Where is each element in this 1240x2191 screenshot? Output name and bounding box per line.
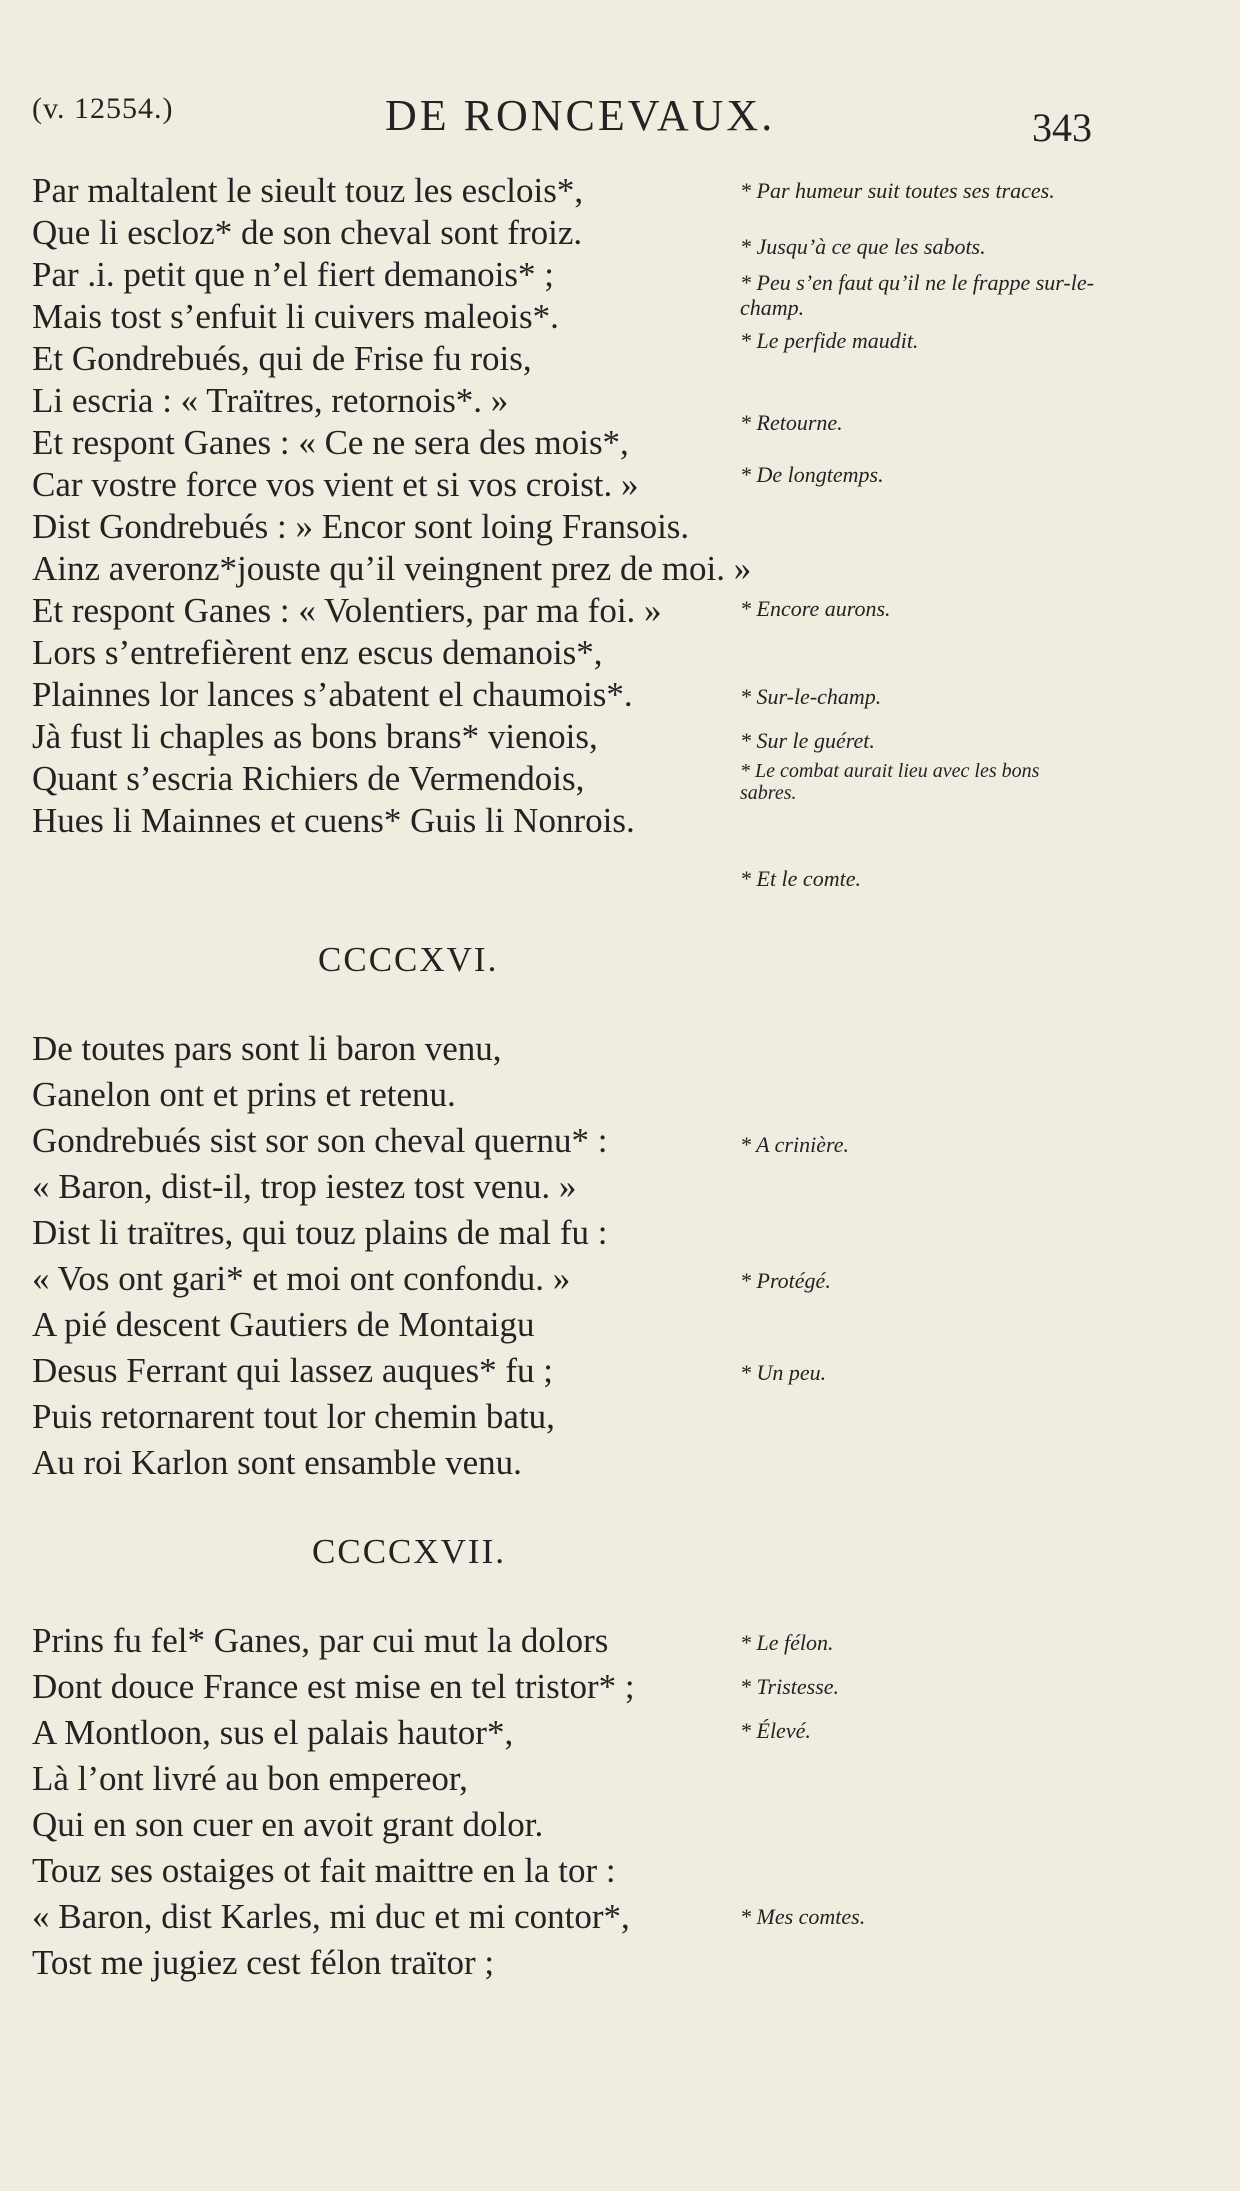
verse-line: Par maltalent le sieult touz les esclois*,: [32, 171, 584, 210]
verse-line: Li escria : « Traïtres, retornois*. »: [32, 381, 509, 420]
margin-note: * Encore aurons.: [740, 596, 891, 621]
margin-note: * Le félon.: [740, 1630, 834, 1655]
verse-line: A pié descent Gautiers de Montaigu: [32, 1305, 535, 1344]
verse-line: Mais tost s’enfuit li cuivers maleois*.: [32, 297, 559, 336]
verse-line: De toutes pars sont li baron venu,: [32, 1029, 502, 1068]
margin-note: * A crinière.: [740, 1132, 849, 1157]
margin-note: * Sur-le-champ.: [740, 684, 882, 709]
section-heading: CCCCXVI.: [318, 940, 499, 979]
verse-line: Par .i. petit que n’el fiert demanois* ;: [32, 255, 554, 294]
section-heading: CCCCXVII.: [312, 1532, 506, 1571]
verse-line: Que li escloz* de son cheval sont froiz.: [32, 213, 583, 252]
verse-line: Car vostre force vos vient et si vos croist. »: [32, 465, 639, 504]
verse-line: Lors s’entrefièrent enz escus demanois*,: [32, 633, 603, 672]
margin-note: * Le combat aurait lieu avec les bons sabres.: [740, 760, 1040, 804]
margin-note: * Par humeur suit toutes ses traces.: [740, 178, 1055, 203]
verse-line: « Baron, dist-il, trop iestez tost venu. »: [32, 1167, 577, 1206]
verse-line: Plainnes lor lances s’abatent el chaumois*.: [32, 675, 633, 714]
margin-note: * Peu s’en faut qu’il ne le frappe sur-le-champ.: [740, 270, 1094, 320]
verse-line: A Montloon, sus el palais hautor*,: [32, 1713, 514, 1752]
margin-note: * Le perfide maudit.: [740, 328, 919, 353]
verse-line: Dist li traïtres, qui touz plains de mal fu :: [32, 1213, 608, 1252]
verse-line: « Baron, dist Karles, mi duc et mi contor*,: [32, 1897, 630, 1936]
verse-line: Desus Ferrant qui lassez auques* fu ;: [32, 1351, 553, 1390]
margin-note: * De longtemps.: [740, 462, 884, 487]
verse-line: Dont douce France est mise en tel tristor* ;: [32, 1667, 635, 1706]
margin-note: * Mes comtes.: [740, 1904, 866, 1929]
verse-line: Hues li Mainnes et cuens* Guis li Nonrois.: [32, 801, 635, 840]
margin-note: * Protégé.: [740, 1268, 831, 1293]
verse-line: Prins fu fel* Ganes, par cui mut la dolors: [32, 1621, 609, 1660]
verse-reference: (v. 12554.): [32, 92, 174, 125]
margin-note: * Tristesse.: [740, 1674, 840, 1699]
margin-note: * Jusqu’à ce que les sabots.: [740, 234, 986, 259]
page-number: 343: [1032, 105, 1092, 150]
verse-line: Gondrebués sist sor son cheval quernu* :: [32, 1121, 608, 1160]
verse-line: Là l’ont livré au bon empereor,: [32, 1759, 468, 1798]
verse-line: Au roi Karlon sont ensamble venu.: [32, 1443, 522, 1482]
verse-line: Et respont Ganes : « Ce ne sera des mois*,: [32, 423, 629, 462]
verse-line: Tost me jugiez cest félon traïtor ;: [32, 1943, 495, 1982]
verse-line: Puis retornarent tout lor chemin batu,: [32, 1397, 555, 1436]
margin-note: * Élevé.: [740, 1718, 811, 1743]
running-title: DE RONCEVAUX.: [385, 91, 776, 140]
verse-line: Quant s’escria Richiers de Vermendois,: [32, 759, 585, 798]
verse-line: Dist Gondrebués : » Encor sont loing Fransois.: [32, 507, 690, 546]
margin-note: * Et le comte.: [740, 866, 861, 891]
margin-note: * Retourne.: [740, 410, 843, 435]
verse-line: Ainz averonz*jouste qu’il veingnent prez de moi. »: [32, 549, 752, 588]
verse-line: « Vos ont gari* et moi ont confondu. »: [32, 1259, 571, 1298]
verse-line: Touz ses ostaiges ot fait maittre en la tor :: [32, 1851, 616, 1890]
verse-line: Qui en son cuer en avoit grant dolor.: [32, 1805, 544, 1844]
verse-line: Jà fust li chaples as bons brans* vienois,: [32, 717, 598, 756]
verse-line: Et respont Ganes : « Volentiers, par ma foi. »: [32, 591, 662, 630]
margin-note: * Sur le guéret.: [740, 728, 875, 753]
margin-note: * Un peu.: [740, 1360, 827, 1385]
verse-line: Ganelon ont et prins et retenu.: [32, 1075, 456, 1114]
verse-line: Et Gondrebués, qui de Frise fu rois,: [32, 339, 532, 378]
